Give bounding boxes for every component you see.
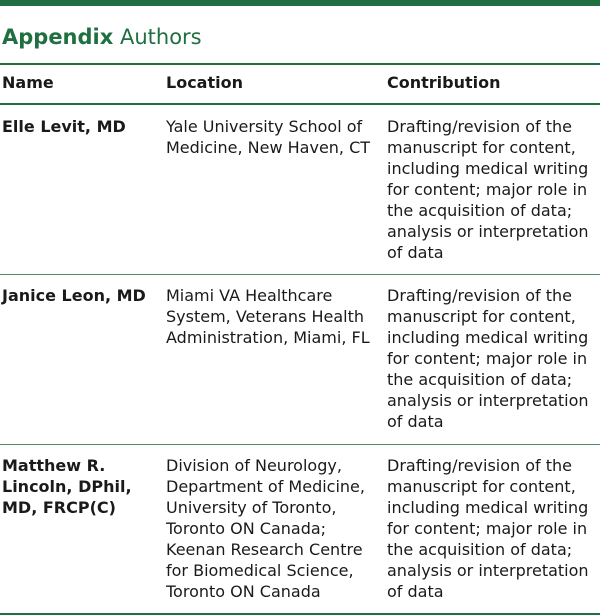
row-divider (0, 444, 600, 445)
top-accent-bar (0, 0, 600, 6)
author-contribution: Drafting/revision of the manuscript for content, including medical writing for content; major role in the acquisition of data; analysis or interpretation of data (387, 286, 589, 431)
author-name: Janice Leon, MD (2, 286, 146, 305)
column-header-location: Location (166, 73, 243, 92)
column-header-contribution: Contribution (387, 73, 501, 92)
author-location: Yale University School of Medicine, New Haven, CT (166, 117, 371, 157)
author-location: Division of Neurology, Department of Medicine, University of Toronto, Toronto ON Canada; Keenan Research Centre for Biomedical Science, Toronto ON Canada (166, 456, 365, 601)
author-name: Elle Levit, MD (2, 117, 126, 136)
column-header-name: Name (2, 73, 54, 92)
heading-rule (0, 63, 600, 65)
author-contribution: Drafting/revision of the manuscript for content, including medical writing for content; major role in the acquisition of data; analysis or interpretation of data (387, 117, 589, 262)
heading-lead: Appendix (2, 25, 114, 49)
author-location: Miami VA Healthcare System, Veterans Health Administration, Miami, FL (166, 286, 370, 347)
author-contribution: Drafting/revision of the manuscript for content, including medical writing for content; major role in the acquisition of data; analysis or interpretation of data (387, 456, 589, 601)
header-rule (0, 103, 600, 105)
table-heading (2, 22, 202, 52)
row-divider (0, 274, 600, 275)
table-bottom-rule (0, 613, 600, 615)
heading-rest: Authors (119, 25, 202, 49)
author-name: Matthew R. Lincoln, DPhil, MD, FRCP(C) (2, 456, 132, 517)
